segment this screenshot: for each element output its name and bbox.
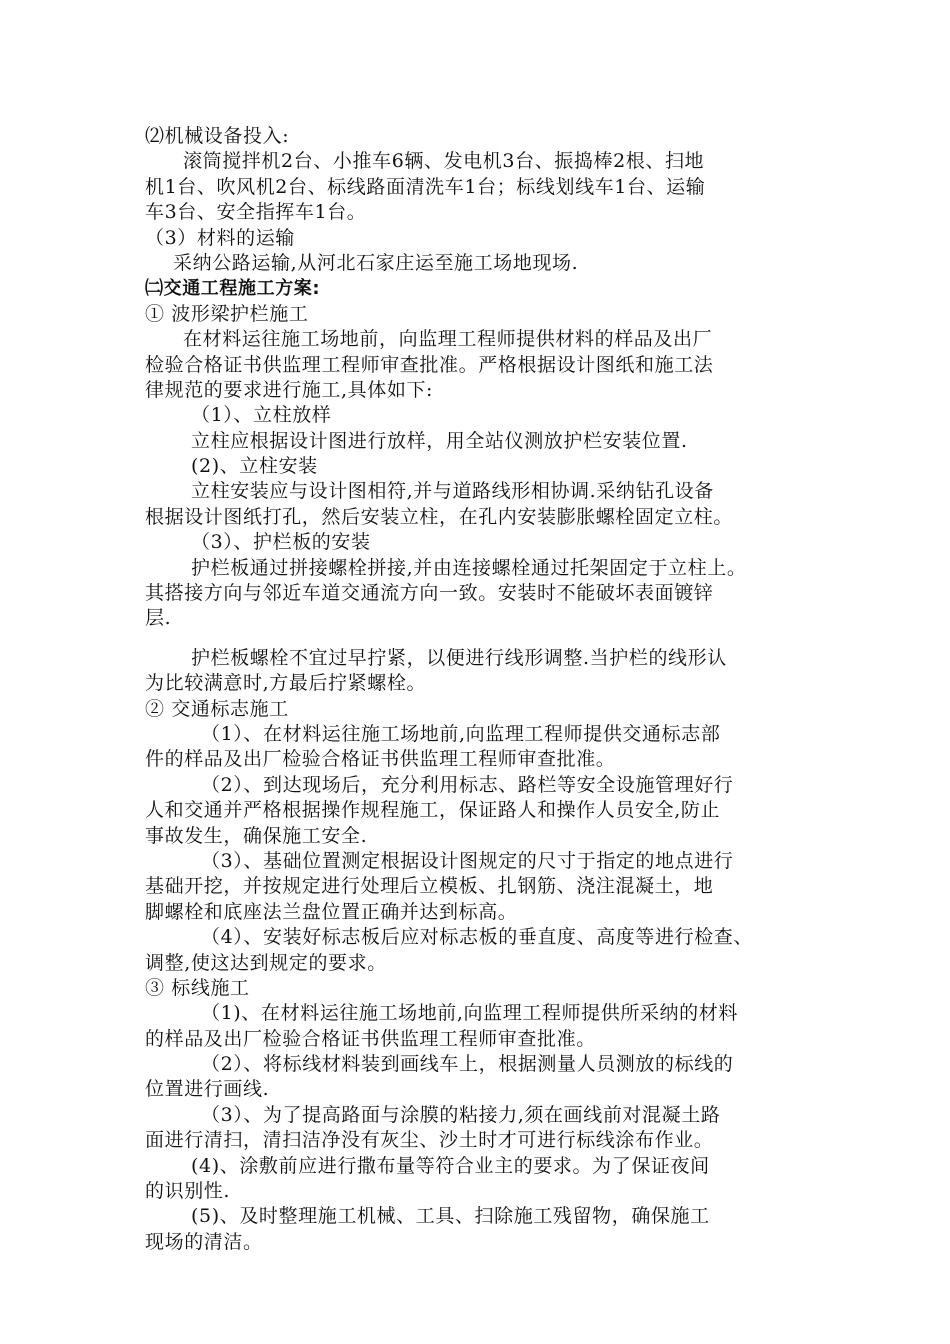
paragraph-line: 层. <box>145 607 172 630</box>
paragraph-line: (4)、涂敷前应进行撒布量等符合业主的要求。为了保证夜间 <box>191 1154 710 1177</box>
paragraph-line: 在材料运往施工场地前，向监理工程师提供材料的样品及出厂 <box>183 328 713 351</box>
subsection-heading-markings: ③ 标线施工 <box>145 976 250 999</box>
subsection-heading-guardrail: ① 波形梁护栏施工 <box>145 302 309 325</box>
paragraph-line: （2）、到达现场后，充分利用标志、路栏等安全设施管理好行 <box>201 773 734 796</box>
section-heading-traffic-plan: ㈡交通工程施工方案: <box>145 278 321 300</box>
paragraph-line: 根据设计图纸打孔，然后安装立柱，在孔内安装膨胀螺栓固定立柱。 <box>145 505 734 528</box>
paragraph-line: 采纳公路运输,从河北石家庄运至施工场地现场. <box>173 251 579 274</box>
paragraph-line: (5)、及时整理施工机械、工具、扫除施工残留物，确保施工 <box>191 1205 710 1228</box>
paragraph-line: 为比较满意时,方最后拧紧螺栓。 <box>145 672 427 695</box>
paragraph-line: 护栏板螺栓不宜过早拧紧，以便进行线形调整.当护栏的线形认 <box>191 646 727 669</box>
paragraph-line: （2）、将标线材料装到画线车上，根据测量人员测放的标线的 <box>201 1053 734 1076</box>
paragraph-line: 护栏板通过拼接螺栓拼接,并由连接螺栓通过托架固定于立柱上。 <box>191 556 747 579</box>
paragraph-line: 现场的清洁。 <box>145 1230 263 1253</box>
paragraph-line: 件的样品及出厂检验合格证书供监理工程师审查批准。 <box>145 748 616 771</box>
paragraph-line: （3）、基础位置测定根据设计图规定的尺寸于指定的地点进行 <box>201 849 734 872</box>
paragraph-line: （1）、在材料运往施工场地前,向监理工程师提供交通标志部 <box>201 722 721 745</box>
paragraph-line: 检验合格证书供监理工程师审查批准。严格根据设计图纸和施工法 <box>145 353 714 376</box>
paragraph-line: 脚螺栓和底座法兰盘位置正确并达到标高。 <box>145 900 518 923</box>
item-heading: （1）、立柱放样 <box>191 404 332 427</box>
paragraph-line: 滚筒搅拌机2台、小推车6辆、发电机3台、振捣棒2根、扫地 <box>183 150 705 173</box>
item-heading: （3）、护栏板的安装 <box>191 531 371 554</box>
paragraph-line: 事故发生，确保施工安全. <box>145 824 368 847</box>
paragraph-line: （4）、安装好标志板后应对标志板的垂直度、高度等进行检查、 <box>201 926 753 949</box>
section-heading-equipment: ⑵机械设备投入: <box>145 125 290 147</box>
paragraph-line: 位置进行画线. <box>145 1078 270 1101</box>
item-heading: (2)、立柱安装 <box>191 455 318 478</box>
paragraph-line: 其搭接方向与邻近车道交通流方向一致。安装时不能破坏表面镀锌 <box>145 582 714 605</box>
paragraph-line: 的样品及出厂检验合格证书供监理工程师审查批准。 <box>145 1027 596 1050</box>
section-heading-transport: （3）材料的运输 <box>145 226 295 249</box>
paragraph-line: 车3台、安全指挥车1台。 <box>145 201 367 224</box>
document-body <box>145 124 810 1255</box>
paragraph-line: 人和交通并严格根据操作规程施工，保证路人和操作人员安全,防止 <box>145 799 721 822</box>
paragraph-line: 机1台、吹风机2台、标线路面清洗车1台；标线划线车1台、运输 <box>145 175 706 198</box>
paragraph-line: 基础开挖，并按规定进行处理后立模板、扎钢筋、浇注混凝土，地 <box>145 875 714 898</box>
paragraph-line: （3）、为了提高路面与涂膜的粘接力,须在画线前对混凝土路 <box>201 1103 721 1126</box>
paragraph-line: 面进行清扫，清扫洁净没有灰尘、沙土时才可进行标线涂布作业。 <box>145 1129 714 1152</box>
paragraph-line: 调整,使这达到规定的要求。 <box>145 951 387 974</box>
paragraph-line: 立柱应根据设计图进行放样，用全站仪测放护栏安装位置. <box>191 429 688 452</box>
subsection-heading-signs: ② 交通标志施工 <box>145 697 289 720</box>
paragraph-line: 的识别性. <box>145 1180 231 1203</box>
paragraph-line: 立柱安装应与设计图相符,并与道路线形相协调.采纳钻孔设备 <box>191 480 714 503</box>
paragraph-line: 律规范的要求进行施工,具体如下: <box>145 378 434 401</box>
paragraph-line: （1)、在材料运往施工场地前,向监理工程师提供所采纳的材料 <box>201 1002 738 1025</box>
